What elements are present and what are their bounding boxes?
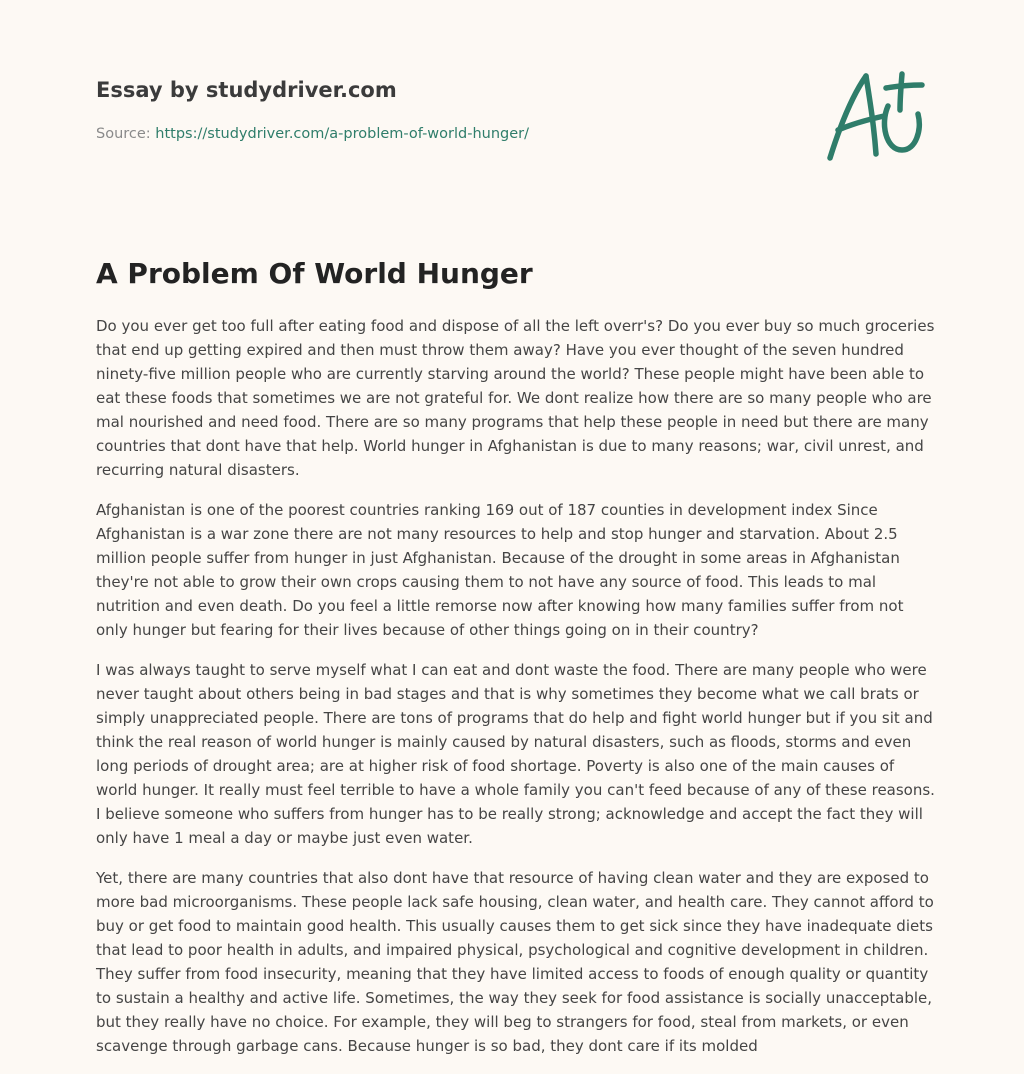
essay-title: A Problem Of World Hunger: [96, 257, 533, 290]
essay-paragraph: Do you ever get too full after eating food and dispose of all the left overr's? Do you ever buy so much groceries that end up getting expired and then must throw them away? Have you ever thought of the seven hundred ninety-five million people who are currently starving around the world? These people might have been able to eat these foods that sometimes we are not grateful for. We dont realize how there are so many people who are mal nourished and need food. There are so many programs that help these people in need but there are many countries that dont have that help. World hunger in Afghanistan is due to many reasons; war, civil unrest, and recurring natural disasters.: [96, 317, 935, 479]
essay-paragraph: Afghanistan is one of the poorest countries ranking 169 out of 187 counties in development index Since Afghanistan is a war zone there are not many resources to help and stop hunger and starvation. About 2.5 million people suffer from hunger in just Afghanistan. Because of the drought in some areas in Afghanistan they're not able to grow their own crops causing them to not have any source of food. This leads to mal nutrition and even death. Do you feel a little remorse now after knowing how many families suffer from not only hunger but fearing for their lives because of other things going on in their country?: [96, 501, 904, 639]
source-link[interactable]: https://studydriver.com/a-problem-of-world-hunger/: [155, 126, 530, 142]
source-label: Source:: [96, 126, 156, 142]
essay-body: [96, 314, 936, 1074]
essay-paragraph: Yet, there are many countries that also dont have that resource of having clean water and they are exposed to more bad microorganisms. These people lack safe housing, clean water, and health care. They cannot afford to buy or get food to maintain good health. This usually causes them to get sick since they have inadequate diets that lead to poor health in adults, and impaired physical, psychological and cognitive development in children. They suffer from food insecurity, meaning that they have limited access to foods of enough quality or quantity to sustain a healthy and active life. Sometimes, the way they seek for food assistance is socially unacceptable, but they really have no choice. For example, they will beg to strangers for food, steal from markets, or even scavenge through garbage cans. Because hunger is so bad, they dont care if its molded: [96, 869, 934, 1055]
source-line: [96, 124, 796, 144]
brand-title: Essay by studydriver.com: [96, 78, 397, 102]
essay-paragraph: I was always taught to serve myself what I can eat and dont waste the food. There are many people who were never taught about others being in bad stages and that is why sometimes they become what we call brats or simply unappreciated people. There are tons of programs that do help and fight world hunger but if you sit and think the real reason of world hunger is mainly caused by natural disasters, such as floods, storms and even long periods of drought area; are at higher risk of food shortage. Poverty is also one of the main causes of world hunger. It really must feel terrible to have a whole family you can't feed because of any of these reasons. I believe someone who suffers from hunger has to be really strong; acknowledge and accept the fact they will only have 1 meal a day or maybe just even water.: [96, 661, 935, 847]
page-header: [96, 76, 796, 144]
a-plus-logo-icon: [822, 66, 928, 166]
